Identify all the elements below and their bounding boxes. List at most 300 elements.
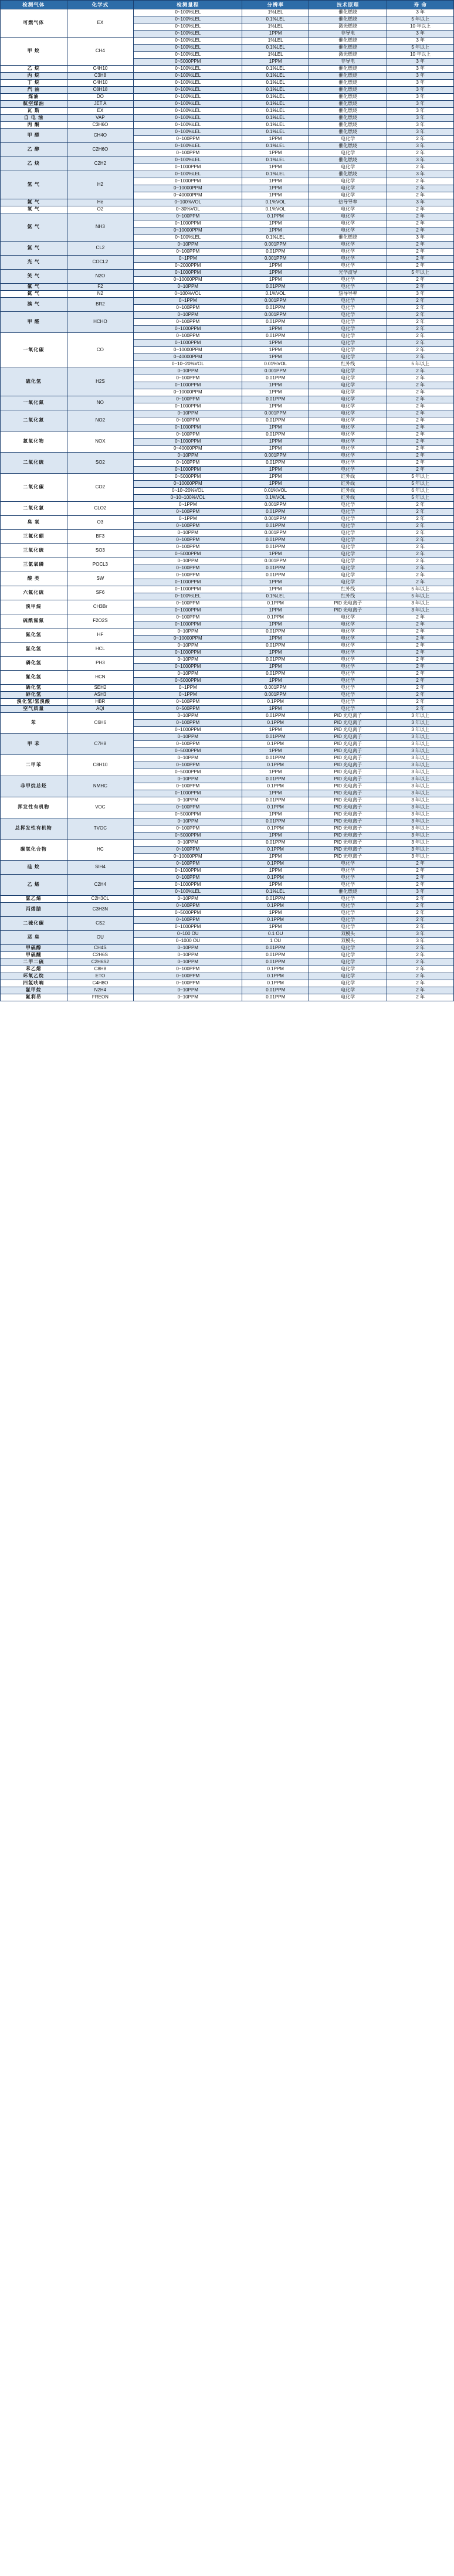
gas-name-cell: 乙 烷	[1, 66, 67, 73]
technology-cell: 激光燃烧	[309, 23, 387, 30]
resolution-cell: 0.01PPM	[242, 284, 309, 291]
life-cell: 3 年以上	[387, 769, 454, 776]
life-cell: 2 年	[387, 565, 454, 572]
formula-cell: C3H3N	[67, 903, 134, 917]
range-cell: 0~100%LEL	[134, 143, 242, 150]
range-cell: 0~100%LEL	[134, 30, 242, 38]
resolution-cell: 0.1%LEL	[242, 593, 309, 600]
gas-name-cell: 甲硫醇	[1, 945, 67, 952]
technology-cell: PID 光电离子	[309, 847, 387, 854]
range-cell: 0~100PPM	[134, 762, 242, 769]
range-cell: 0~10000PPM	[134, 277, 242, 284]
resolution-cell: 1PPM	[242, 446, 309, 453]
resolution-cell: 1PPM	[242, 586, 309, 593]
range-cell: 0~10000PPM	[134, 854, 242, 861]
technology-cell: PID 光电离子	[309, 797, 387, 804]
gas-name-cell: 苯	[1, 713, 67, 734]
formula-cell: C2H6S2	[67, 959, 134, 966]
life-cell: 3 年	[387, 889, 454, 896]
formula-cell: EX	[67, 9, 134, 38]
resolution-cell: 0.1%LEL	[242, 94, 309, 101]
formula-cell: FREON	[67, 994, 134, 1001]
life-cell: 6 年以上	[387, 488, 454, 495]
gas-name-cell: 光 气	[1, 256, 67, 270]
technology-cell: 电化学	[309, 368, 387, 375]
gas-name-cell: 酸 类	[1, 572, 67, 586]
life-cell: 2 年	[387, 692, 454, 699]
technology-cell: 双模头	[309, 931, 387, 938]
life-cell: 3 年	[387, 938, 454, 945]
technology-cell: 电化学	[309, 685, 387, 692]
table-row	[1, 917, 454, 924]
range-cell: 0~1000PPM	[134, 621, 242, 628]
formula-cell: CH4	[67, 38, 134, 66]
life-cell: 2 年	[387, 643, 454, 650]
resolution-cell: 0.001PPM	[242, 685, 309, 692]
life-cell: 3 年以上	[387, 783, 454, 790]
technology-cell: 电化学	[309, 980, 387, 987]
range-cell: 0~40000PPM	[134, 446, 242, 453]
table-row	[1, 129, 454, 136]
resolution-cell: 1PPM	[242, 727, 309, 734]
formula-cell: ASH3	[67, 692, 134, 699]
resolution-cell: 1PPM	[242, 150, 309, 157]
table-row	[1, 875, 454, 882]
range-cell: 0~10000PPM	[134, 227, 242, 235]
formula-cell: JET A	[67, 101, 134, 108]
gas-name-cell: 三氟化硼	[1, 530, 67, 544]
formula-cell: HC	[67, 840, 134, 861]
life-cell: 5 年以上	[387, 45, 454, 52]
life-cell: 2 年	[387, 966, 454, 973]
formula-cell: OU	[67, 931, 134, 945]
life-cell: 2 年	[387, 650, 454, 657]
range-cell: 0~100%LEL	[134, 157, 242, 164]
formula-cell: H2S	[67, 368, 134, 396]
life-cell: 3 年	[387, 94, 454, 101]
life-cell: 2 年	[387, 671, 454, 678]
range-cell: 0~5000PPM	[134, 474, 242, 481]
range-cell: 0~10000PPM	[134, 389, 242, 396]
life-cell: 2 年	[387, 635, 454, 643]
life-cell: 2 年	[387, 994, 454, 1001]
formula-cell: C3H6O	[67, 122, 134, 129]
technology-cell: 电化学	[309, 389, 387, 396]
resolution-cell: 0.001PPM	[242, 368, 309, 375]
gas-name-cell: 氨 气	[1, 213, 67, 242]
gas-name-cell: 二氧化氮	[1, 410, 67, 431]
range-cell: 0~5000PPM	[134, 551, 242, 558]
technology-cell: 电化学	[309, 530, 387, 537]
range-cell: 0~100%LEL	[134, 23, 242, 30]
resolution-cell: 0.01PPM	[242, 544, 309, 551]
range-cell: 0~1000PPM	[134, 579, 242, 586]
technology-cell: 电化学	[309, 502, 387, 509]
range-cell: 0~30%VOL	[134, 206, 242, 213]
resolution-cell: 1PPM	[242, 340, 309, 347]
life-cell: 3 年	[387, 143, 454, 150]
range-cell: 0~100PPM	[134, 600, 242, 607]
formula-cell: C2H6S	[67, 952, 134, 959]
range-cell: 0~100PPM	[134, 741, 242, 748]
range-cell: 0~10PPM	[134, 734, 242, 741]
resolution-cell: 1PPM	[242, 354, 309, 361]
table-row	[1, 80, 454, 87]
table-row	[1, 502, 454, 509]
table-row	[1, 692, 454, 699]
life-cell: 3 年	[387, 59, 454, 66]
formula-cell: SW	[67, 572, 134, 586]
technology-cell: PID 光电离子	[309, 804, 387, 811]
resolution-cell: 1PPM	[242, 382, 309, 389]
range-cell: 0~1000PPM	[134, 467, 242, 474]
technology-cell: PID 光电离子	[309, 607, 387, 614]
technology-cell: 电化学	[309, 333, 387, 340]
life-cell: 5 年以上	[387, 586, 454, 593]
range-cell: 0~10PPM	[134, 959, 242, 966]
resolution-cell: 0.1%VOL	[242, 199, 309, 206]
table-row	[1, 9, 454, 16]
range-cell: 0~100%LEL	[134, 45, 242, 52]
resolution-cell: 0.1PPM	[242, 917, 309, 924]
gas-name-cell: 氯甲烷	[1, 987, 67, 994]
range-cell: 0~5000PPM	[134, 678, 242, 685]
technology-cell: 电化学	[309, 284, 387, 291]
resolution-cell: 0.01PPM	[242, 509, 309, 516]
technology-cell: 电化学	[309, 516, 387, 523]
resolution-cell: 1PPM	[242, 790, 309, 797]
life-cell: 2 年	[387, 354, 454, 361]
formula-cell: C8H8	[67, 966, 134, 973]
life-cell: 3 年	[387, 115, 454, 122]
technology-cell: 电化学	[309, 544, 387, 551]
technology-cell: 电化学	[309, 354, 387, 361]
resolution-cell: 0.1%LEL	[242, 66, 309, 73]
resolution-cell: 1PPM	[242, 635, 309, 643]
resolution-cell: 0.1%LEL	[242, 889, 309, 896]
range-cell: 0~10~20%VOL	[134, 488, 242, 495]
resolution-cell: 0.1%LEL	[242, 73, 309, 80]
technology-cell: 电化学	[309, 453, 387, 460]
technology-cell: 电化学	[309, 551, 387, 558]
range-cell: 0~10PPM	[134, 945, 242, 952]
table-row	[1, 73, 454, 80]
formula-cell: H2	[67, 171, 134, 199]
technology-cell: 催化燃烧	[309, 38, 387, 45]
resolution-cell: 0.1PPM	[242, 600, 309, 607]
range-cell: 0~100%LEL	[134, 171, 242, 178]
formula-cell: CH4O	[67, 129, 134, 143]
resolution-cell: 1PPM	[242, 678, 309, 685]
technology-cell: 催化燃烧	[309, 87, 387, 94]
resolution-cell: 0.01PPM	[242, 713, 309, 720]
resolution-cell: 0.1PPM	[242, 741, 309, 748]
table-row	[1, 157, 454, 164]
gas-name-cell: 自 电 油	[1, 115, 67, 122]
resolution-cell: 0.1PPM	[242, 903, 309, 910]
resolution-cell: 0.1PPM	[242, 699, 309, 706]
life-cell: 5 年以上	[387, 361, 454, 368]
life-cell: 2 年	[387, 917, 454, 924]
range-cell: 0~100%LEL	[134, 108, 242, 115]
technology-cell: 电化学	[309, 326, 387, 333]
table-row	[1, 199, 454, 206]
resolution-cell: 1PPM	[242, 748, 309, 755]
gas-name-cell: 溴化氢/氢溴酸	[1, 699, 67, 706]
range-cell: 0~1000PPM	[134, 403, 242, 410]
table-row	[1, 213, 454, 220]
resolution-cell: 0.01PPM	[242, 657, 309, 664]
resolution-cell: 0.01PPM	[242, 460, 309, 467]
range-cell: 0~10PPM	[134, 312, 242, 319]
technology-cell: 催化燃烧	[309, 80, 387, 87]
range-cell: 0~2000PPM	[134, 263, 242, 270]
resolution-cell: 1PPM	[242, 854, 309, 861]
table-row	[1, 256, 454, 263]
life-cell: 2 年	[387, 467, 454, 474]
range-cell: 0~5000PPM	[134, 59, 242, 66]
resolution-cell: 0.1PPM	[242, 762, 309, 769]
range-cell: 0~10PPM	[134, 987, 242, 994]
gas-name-cell: 氦 气	[1, 199, 67, 206]
life-cell: 3 年	[387, 931, 454, 938]
gas-name-cell: 甲 烷	[1, 38, 67, 66]
technology-cell: 电化学	[309, 242, 387, 249]
formula-cell: NOX	[67, 431, 134, 453]
formula-cell: N2H4	[67, 987, 134, 994]
technology-cell: 电化学	[309, 150, 387, 157]
range-cell: 0~1PPM	[134, 692, 242, 699]
resolution-cell: 0.01PPM	[242, 818, 309, 825]
formula-cell: TVOC	[67, 818, 134, 840]
resolution-cell: 0.001PPM	[242, 558, 309, 565]
range-cell: 0~10PPM	[134, 994, 242, 1001]
life-cell: 2 年	[387, 896, 454, 903]
technology-cell: 电化学	[309, 903, 387, 910]
range-cell: 0~10PPM	[134, 896, 242, 903]
range-cell: 0~100%LEL	[134, 115, 242, 122]
technology-cell: 催化燃烧	[309, 889, 387, 896]
resolution-cell: 0.1%LEL	[242, 235, 309, 242]
technology-cell: 电化学	[309, 396, 387, 403]
life-cell: 2 年	[387, 403, 454, 410]
resolution-cell: 1%LEL	[242, 38, 309, 45]
life-cell: 5 年以上	[387, 270, 454, 277]
life-cell: 2 年	[387, 579, 454, 586]
life-cell: 2 年	[387, 882, 454, 889]
formula-cell: O2	[67, 206, 134, 213]
resolution-cell: 1PPM	[242, 136, 309, 143]
resolution-cell: 0.01PPM	[242, 319, 309, 326]
technology-cell: PID 光电离子	[309, 769, 387, 776]
range-cell: 0~5000PPM	[134, 910, 242, 917]
resolution-cell: 0.1PPM	[242, 973, 309, 980]
technology-cell: 电化学	[309, 277, 387, 284]
life-cell: 2 年	[387, 910, 454, 917]
technology-cell: 电化学	[309, 220, 387, 227]
table-row	[1, 143, 454, 150]
life-cell: 2 年	[387, 431, 454, 439]
formula-cell: C8H18	[67, 87, 134, 94]
range-cell: 0~100%LEL	[134, 593, 242, 600]
range-cell: 0~10PPM	[134, 776, 242, 783]
resolution-cell: 1PPM	[242, 579, 309, 586]
range-cell: 0~10PPM	[134, 628, 242, 635]
resolution-cell: 1PPM	[242, 811, 309, 818]
technology-cell: PID 光电离子	[309, 748, 387, 755]
technology-cell: 催化燃烧	[309, 66, 387, 73]
range-cell: 0~100PPM	[134, 523, 242, 530]
technology-cell: 电化学	[309, 994, 387, 1001]
life-cell: 2 年	[387, 227, 454, 235]
life-cell: 2 年	[387, 952, 454, 959]
technology-cell: 电化学	[309, 861, 387, 868]
header-technology: 技术原理	[309, 1, 387, 9]
range-cell: 0~100PPM	[134, 720, 242, 727]
resolution-cell: 0.01PPM	[242, 945, 309, 952]
table-row	[1, 396, 454, 403]
resolution-cell: 1PPM	[242, 868, 309, 875]
life-cell: 3 年以上	[387, 811, 454, 818]
table-row	[1, 685, 454, 692]
resolution-cell: 0.01PPM	[242, 643, 309, 650]
range-cell: 0~10PPM	[134, 368, 242, 375]
life-cell: 2 年	[387, 284, 454, 291]
formula-cell: BR2	[67, 298, 134, 312]
range-cell: 0~100PPM	[134, 396, 242, 403]
range-cell: 0~100%LEL	[134, 101, 242, 108]
gas-name-cell: 氰化氢	[1, 671, 67, 685]
technology-cell: 电化学	[309, 572, 387, 579]
life-cell: 3 年以上	[387, 797, 454, 804]
range-cell: 0~10PPM	[134, 530, 242, 537]
resolution-cell: 1PPM	[242, 474, 309, 481]
range-cell: 0~1000PPM	[134, 424, 242, 431]
technology-cell: 电化学	[309, 312, 387, 319]
technology-cell: 电化学	[309, 213, 387, 220]
range-cell: 0~1000PPM	[134, 882, 242, 889]
range-cell: 0~1PPM	[134, 685, 242, 692]
life-cell: 2 年	[387, 657, 454, 664]
technology-cell: 电化学	[309, 446, 387, 453]
resolution-cell: 1PPM	[242, 263, 309, 270]
range-cell: 0~100PPM	[134, 980, 242, 987]
range-cell: 0~100PPM	[134, 861, 242, 868]
life-cell: 3 年以上	[387, 854, 454, 861]
life-cell: 5 年以上	[387, 16, 454, 23]
technology-cell: 电化学	[309, 966, 387, 973]
header-gas: 检测气体	[1, 1, 67, 9]
technology-cell: PID 光电离子	[309, 832, 387, 840]
range-cell: 0~40000PPM	[134, 354, 242, 361]
technology-cell: 电化学	[309, 650, 387, 657]
life-cell: 2 年	[387, 277, 454, 284]
range-cell: 0~100PPM	[134, 213, 242, 220]
resolution-cell: 0.1PPM	[242, 720, 309, 727]
resolution-cell: 0.01PPM	[242, 249, 309, 256]
gas-name-cell: 丙 酮	[1, 122, 67, 129]
technology-cell: PID 光电离子	[309, 811, 387, 818]
table-row	[1, 572, 454, 579]
life-cell: 2 年	[387, 340, 454, 347]
header-formula: 化学式	[67, 1, 134, 9]
technology-cell: 电化学	[309, 382, 387, 389]
life-cell: 3 年	[387, 157, 454, 164]
formula-cell: NO	[67, 396, 134, 410]
range-cell: 0~10PPM	[134, 242, 242, 249]
life-cell: 2 年	[387, 509, 454, 516]
life-cell: 2 年	[387, 256, 454, 263]
gas-spec-table	[0, 0, 454, 1001]
range-cell: 0~1000PPM	[134, 178, 242, 185]
technology-cell: 催化燃烧	[309, 101, 387, 108]
resolution-cell: 0.1%LEL	[242, 45, 309, 52]
resolution-cell: 0.1%LEL	[242, 143, 309, 150]
life-cell: 2 年	[387, 628, 454, 635]
range-cell: 0~100PPM	[134, 150, 242, 157]
range-cell: 0~10000PPM	[134, 481, 242, 488]
resolution-cell: 1PPM	[242, 424, 309, 431]
life-cell: 2 年	[387, 664, 454, 671]
resolution-cell: 0.001PPM	[242, 692, 309, 699]
technology-cell: PID 光电离子	[309, 790, 387, 797]
life-cell: 2 年	[387, 903, 454, 910]
table-row	[1, 713, 454, 720]
life-cell: 3 年	[387, 108, 454, 115]
technology-cell: 热导导率	[309, 199, 387, 206]
resolution-cell: 0.01%VOL	[242, 488, 309, 495]
range-cell: 0~1000PPM	[134, 650, 242, 657]
gas-name-cell: 煤油	[1, 94, 67, 101]
technology-cell: 电化学	[309, 896, 387, 903]
life-cell: 2 年	[387, 347, 454, 354]
resolution-cell: 1PPM	[242, 882, 309, 889]
formula-cell: C4H8O	[67, 980, 134, 987]
life-cell: 2 年	[387, 699, 454, 706]
table-row	[1, 945, 454, 952]
resolution-cell: 0.1 OU	[242, 931, 309, 938]
range-cell: 0~100PPM	[134, 783, 242, 790]
technology-cell: 电化学	[309, 537, 387, 544]
gas-name-cell: 非甲烷总烃	[1, 776, 67, 797]
resolution-cell: 0.001PPM	[242, 242, 309, 249]
resolution-cell: 0.001PPM	[242, 530, 309, 537]
range-cell: 0~10000PPM	[134, 185, 242, 192]
formula-cell: HCHO	[67, 312, 134, 333]
technology-cell: 催化燃烧	[309, 45, 387, 52]
technology-cell: PID 光电离子	[309, 776, 387, 783]
gas-name-cell: 四氢呋喃	[1, 980, 67, 987]
resolution-cell: 0.1PPM	[242, 825, 309, 832]
formula-cell: ETO	[67, 973, 134, 980]
formula-cell: C6H6	[67, 713, 134, 734]
life-cell: 3 年以上	[387, 762, 454, 769]
range-cell: 0~10PPM	[134, 657, 242, 664]
table-row	[1, 298, 454, 305]
range-cell: 0~10PPM	[134, 755, 242, 762]
resolution-cell: 1PPM	[242, 769, 309, 776]
technology-cell: 电化学	[309, 509, 387, 516]
range-cell: 0~1000PPM	[134, 607, 242, 614]
technology-cell: 电化学	[309, 917, 387, 924]
resolution-cell: 0.01PPM	[242, 396, 309, 403]
gas-name-cell: 三氧化硫	[1, 544, 67, 558]
life-cell: 2 年	[387, 263, 454, 270]
range-cell: 0~1000PPM	[134, 220, 242, 227]
table-row	[1, 966, 454, 973]
life-cell: 2 年	[387, 136, 454, 143]
life-cell: 2 年	[387, 530, 454, 537]
